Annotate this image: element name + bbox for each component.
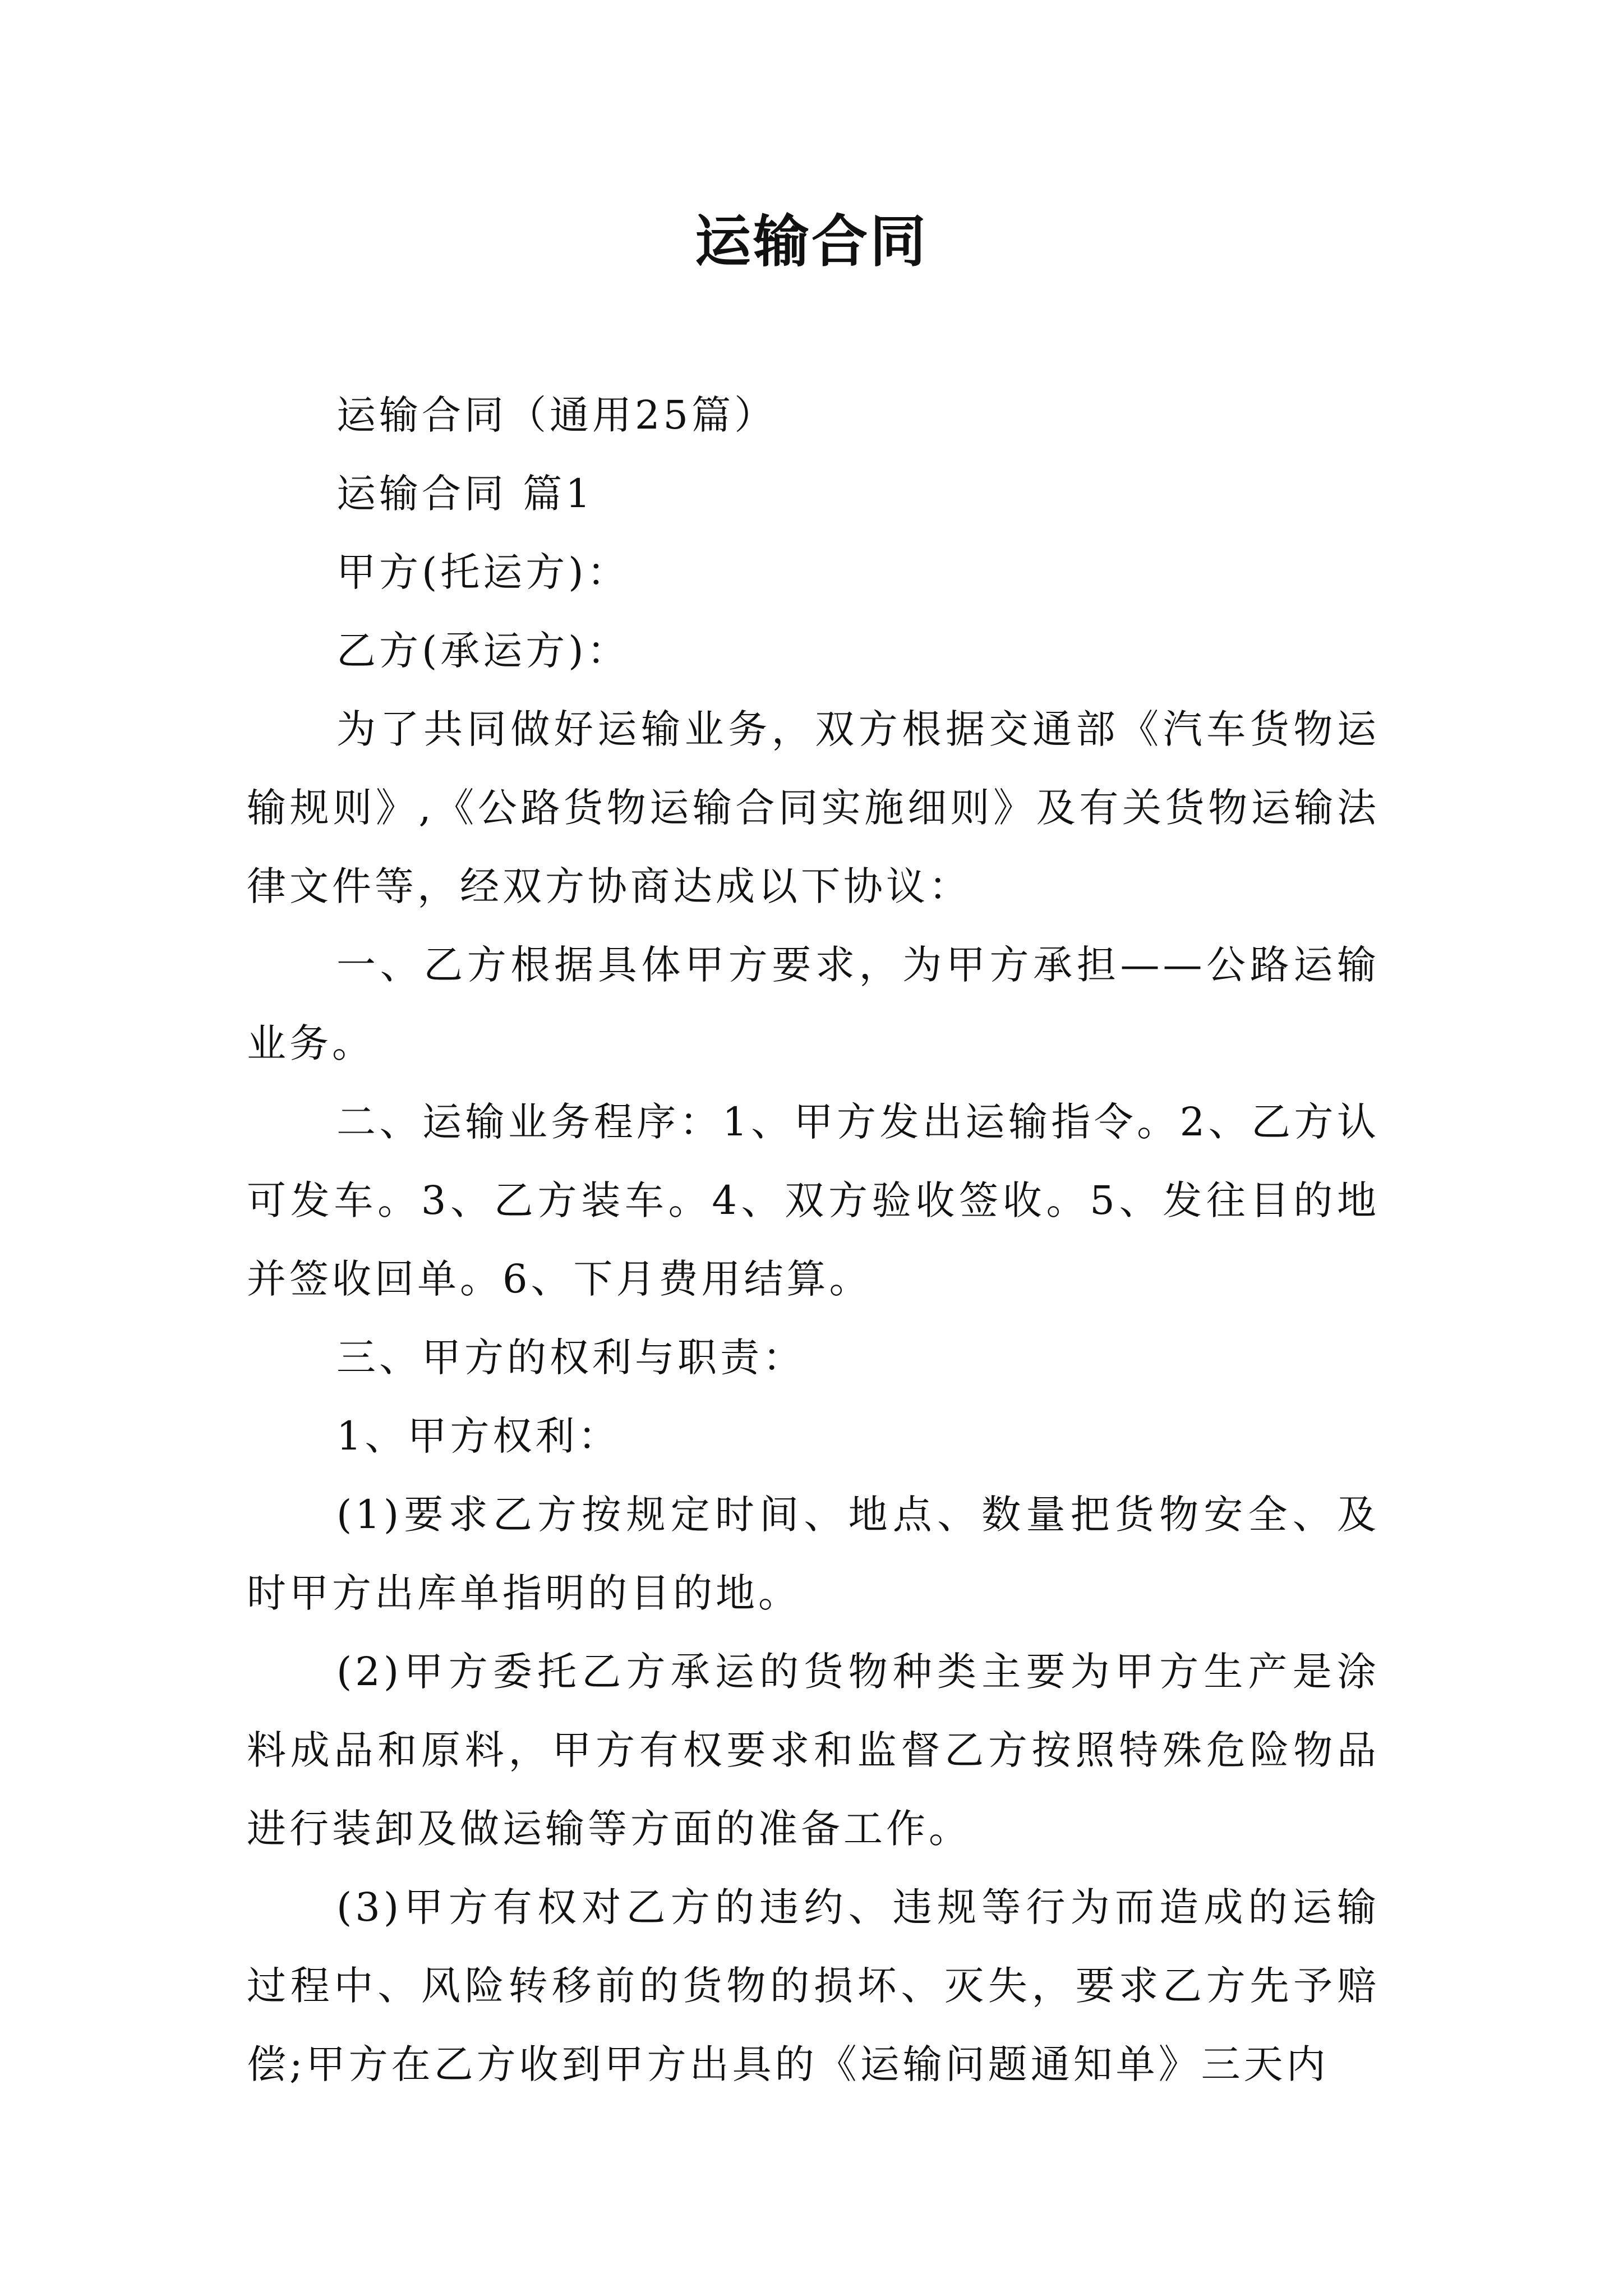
paragraph-right-2: (2)甲方委托乙方承运的货物种类主要为甲方生产是涂料成品和原料，甲方有权要求和监督乙方按照特殊危险物品进行装卸及做运输等方面的准备工作。 xyxy=(247,1649,1380,1852)
paragraph-collection-title: 运输合同（通用25篇） xyxy=(336,392,777,438)
paragraph-party-a-rights-heading: 1、甲方权利： xyxy=(336,1413,621,1459)
paragraph-right-3: (3)甲方有权对乙方的违约、违规等行为而造成的运输过程中、风险转移前的货物的损坏、灭失，要求乙方先予赔偿;甲方在乙方收到甲方出具的《运输问题通知单》三天内 xyxy=(247,1884,1380,2087)
paragraph-party-a: 甲方(托运方)： xyxy=(336,549,630,595)
paragraph-party-b: 乙方(承运方)： xyxy=(336,628,630,674)
paragraph-clause-1: 一、乙方根据具体甲方要求，为甲方承担——公路运输业务。 xyxy=(247,942,1380,1066)
paragraph-contract-number: 运输合同 篇1 xyxy=(336,471,594,517)
paragraph-preamble: 为了共同做好运输业务，双方根据交通部《汽车货物运输规则》,《公路货物运输合同实施细则》及有关货物运输法律文件等，经双方协商达成以下协议： xyxy=(247,706,1380,909)
paragraph-clause-3-heading: 三、甲方的权利与职责： xyxy=(336,1335,805,1381)
paragraph-clause-2: 二、运输业务程序：1、甲方发出运输指令。2、乙方认可发车。3、乙方装车。4、双方验收签收。5、发往目的地并签收回单。6、下月费用结算。 xyxy=(247,1099,1380,1302)
document-body xyxy=(247,376,1380,2104)
paragraph-right-1: (1)要求乙方按规定时间、地点、数量把货物安全、及时甲方出库单指明的目的地。 xyxy=(247,1492,1380,1616)
document-title: 运输合同 xyxy=(695,208,928,274)
